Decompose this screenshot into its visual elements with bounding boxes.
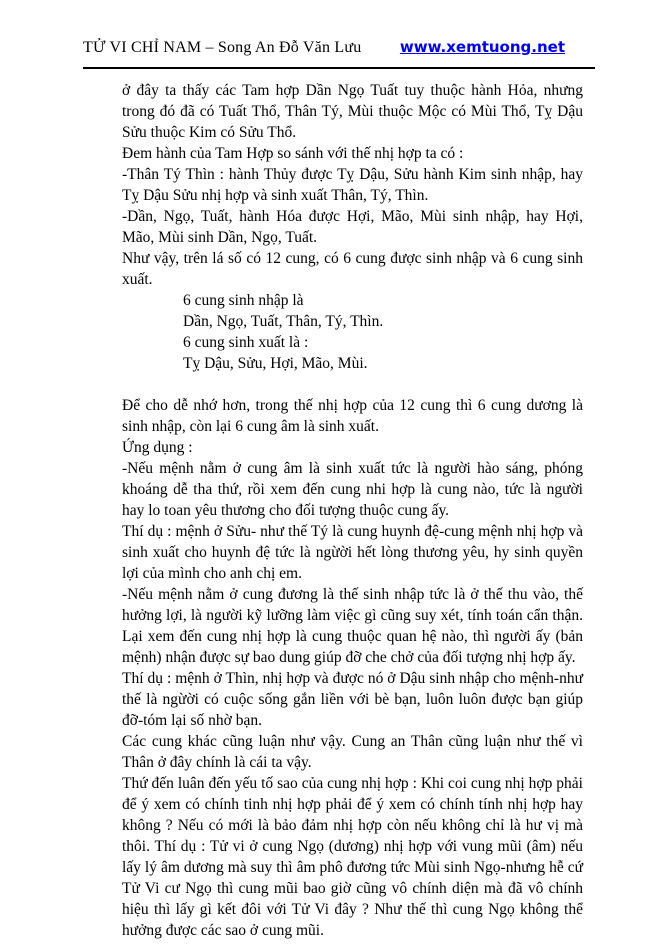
indented-line: Dần, Ngọ, Tuất, Thân, Tý, Thìn. <box>183 313 384 330</box>
paragraph: Thí dụ : mệnh ở Thìn, nhị hợp và được nó ở Dậu sinh nhập cho mệnh-như thế là ngừời có cuộc sống gắn liền với bè bạn, luôn luôn được bạn giúp đỡ-tóm lại số nhờ bạn. <box>122 670 583 729</box>
paragraph: ở đây ta thấy các Tam hợp Dần Ngọ Tuất tuy thuộc hành Hỏa, nhưng trong đó đã có Tuất Thổ, Thân Tý, Mùi thuộc Mộc có Mùi Thổ, Tỵ Dậu Sửu thuộc Kim có Sửu Thổ. <box>122 82 583 141</box>
indented-line: 6 cung sinh xuất là : <box>183 334 309 351</box>
paragraph: Để cho dễ nhớ hơn, trong thế nhị hợp của 12 cung thì 6 cung dương là sinh nhập, còn lại 6 cung âm là sinh xuất. <box>122 397 583 435</box>
paragraph: Như vậy, trên lá số có 12 cung, có 6 cung được sinh nhập và 6 cung sinh xuất. <box>122 250 583 288</box>
paragraph: Thí dụ : mệnh ở Sửu- như thế Tý là cung huynh đệ-cung mệnh nhị hợp và sinh xuất cho huynh đệ tức là ngừời hết lòng thương yêu, hy sinh quyền lợi của mình cho anh chị em. <box>122 523 583 582</box>
indented-line: 6 cung sinh nhập là <box>183 292 304 309</box>
paragraph: -Thân Tý Thìn : hành Thủy được Tỵ Dậu, Sửu hành Kim sinh nhập, hay Tỵ Dậu Sửu nhị hợp và sinh xuất Thân, Tý, Thìn. <box>122 166 583 204</box>
site-link[interactable]: www.xemtuong.net <box>399 38 565 56</box>
indented-line: Tỵ Dậu, Sửu, Hợi, Mão, Mùi. <box>183 355 368 372</box>
document-title: TỬ VI CHỈ NAM – Song An Đỗ Văn Lưu <box>83 39 362 56</box>
paragraph: Ứng dụng : <box>122 439 193 456</box>
document-body <box>122 80 583 941</box>
header-divider <box>83 67 595 69</box>
paragraph: Đem hành của Tam Hợp so sánh với thế nhị hợp ta có : <box>122 145 464 162</box>
paragraph: -Nếu mệnh nằm ở cung âm là sinh xuất tức là người hào sáng, phóng khoáng dễ tha thứ, rồi xem đến cung nhi hợp là cung nào, tức là người hay lo toan yêu thương cho đối tượng thuộc cung ấy. <box>122 460 583 519</box>
blank-line <box>122 374 583 395</box>
page-header <box>83 38 595 57</box>
paragraph: Các cung khác cũng luận như vậy. Cung an Thân cũng luận như thế vì Thân ở đây chính là cái ta vậy. <box>122 733 583 771</box>
paragraph: -Dần, Ngọ, Tuất, hành Hóa được Hợi, Mão, Mùi sinh nhập, hay Hợi, Mão, Mùi sinh Dần, Ngọ, Tuất. <box>122 208 583 246</box>
paragraph: -Nếu mệnh nằm ở cung đương là thế sinh nhập tức là ở thế thu vào, thế hưởng lợi, là người kỹ lưỡng làm việc gì cũng suy xét, tính toán cẩn thận. Lại xem đến cung nhị hợp là cung thuộc quan hệ nào, thì người ấy (bản mệnh) nhận được sự bao dung giúp đỡ che chở của đối tượng nhị hợp ấy. <box>122 586 583 666</box>
paragraph: Thứ đến luân đến yếu tố sao của cung nhị hợp : Khi coi cung nhị hợp phải để ý xem có chính tinh nhị hợp phải để ý xem có chính tính nhị hợp hay không ? Nếu có mới là bảo đảm nhị hợp còn nếu không chỉ là hư vị mà thôi. Thí dụ : Tử vi ở cung Ngọ (dương) nhị hợp với vung mũi (âm) nếu lấy lý âm dương mà suy thì âm phô đương tức Mùi sinh Ngọ-nhưng hễ cứ Tử Vi cư Ngọ thì cung mũi bao giờ cũng vô chính diện mà đã vô chính hiệu thì lấy gì kết đôi với Tử Vi đây ? Như thế thì cung Ngọ không thể hưởng được các sao ở cung mũi. <box>122 775 583 939</box>
